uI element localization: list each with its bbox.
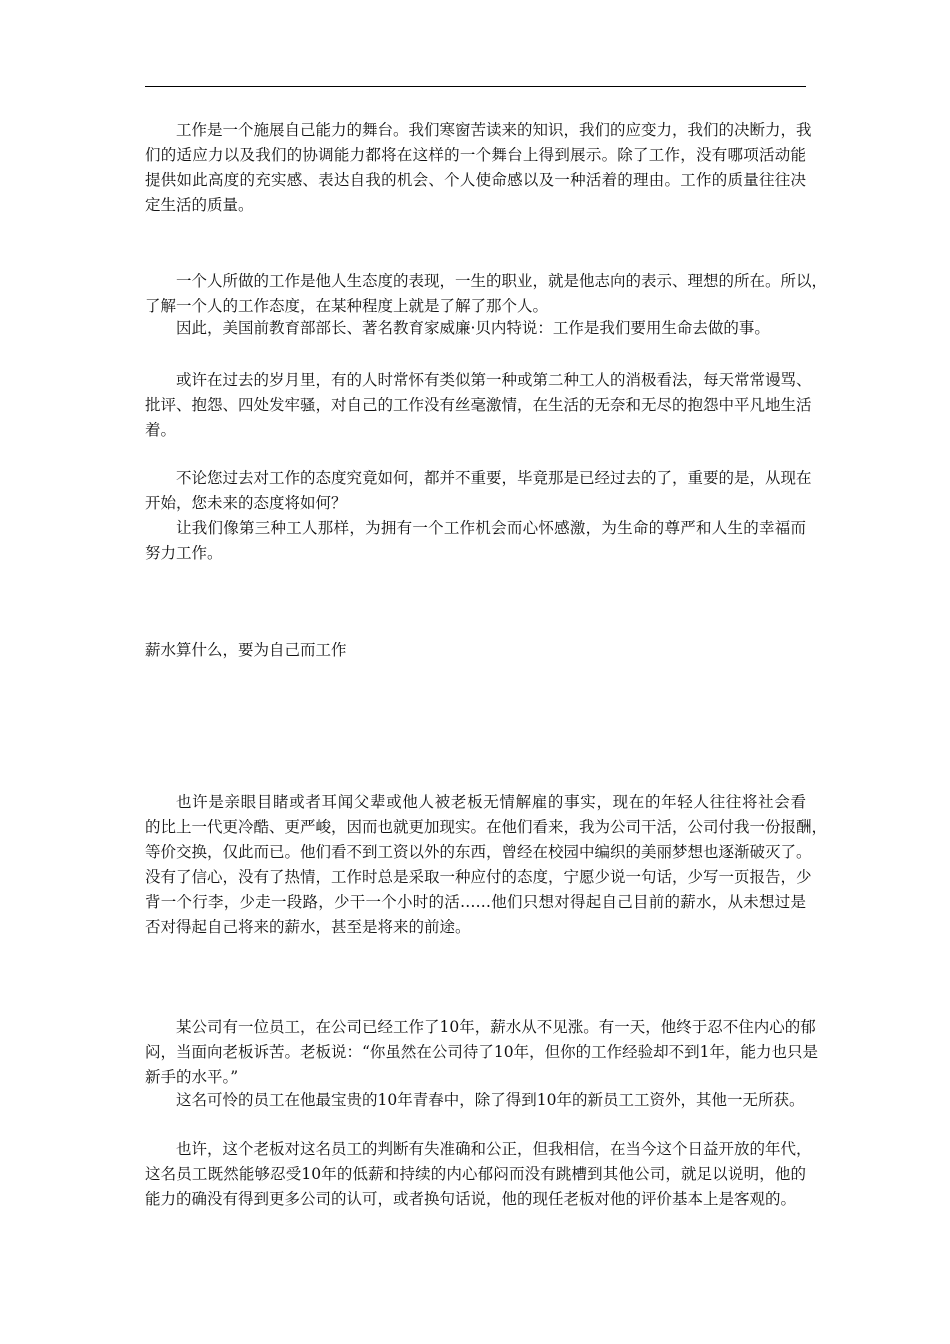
paragraph xyxy=(145,790,828,940)
paragraph xyxy=(145,466,812,516)
paragraph-line: 们的适应力以及我们的协调能力都将在这样的一个舞台上得到展示。除了工作，没有哪项活动能 xyxy=(145,146,806,164)
paragraph-line: 着。 xyxy=(145,421,177,439)
paragraph xyxy=(145,1088,806,1113)
paragraph-line: 开始，您未来的态度将如何？ xyxy=(145,494,347,512)
paragraph-line: 或许在过去的岁月里，有的人时常怀有类似第一种或第二种工人的消极看法，每天常常谩骂、 xyxy=(176,371,812,389)
paragraph-line: 提供如此高度的充实感、表达自我的机会、个人使命感以及一种活着的理由。工作的质量往往决 xyxy=(145,171,806,189)
paragraph-line: 努力工作。 xyxy=(145,544,223,562)
paragraph-line: 这名员工既然能够忍受10年的低薪和持续的内心郁闷而没有跳槽到其他公司，就足以说明，他的 xyxy=(145,1165,806,1183)
paragraph-line: 新手的水平。” xyxy=(145,1068,239,1086)
paragraph xyxy=(145,118,812,218)
paragraph-line: 定生活的质量。 xyxy=(145,196,254,214)
paragraph xyxy=(145,316,806,341)
paragraph-line: 闷，当面向老板诉苦。老板说：“你虽然在公司待了10年，但你的工作经验却不到1年，能力也只是 xyxy=(145,1043,819,1061)
paragraph-line: 这名可怜的员工在他最宝贵的10年青春中，除了得到10年的新员工工资外，其他一无所获。 xyxy=(176,1091,805,1109)
section-heading: 薪水算什么，要为自己而工作 xyxy=(145,641,347,659)
paragraph-line: 某公司有一位员工，在公司已经工作了10年，薪水从不见涨。有一天，他终于忍不住内心的郁 xyxy=(176,1018,816,1036)
paragraph-line: 让我们像第三种工人那样，为拥有一个工作机会而心怀感激，为生命的尊严和人生的幸福而 xyxy=(176,519,806,537)
paragraph-line: 因此，美国前教育部部长、著名教育家威廉·贝内特说：工作是我们要用生命去做的事。 xyxy=(176,319,770,337)
paragraph xyxy=(145,516,806,566)
paragraph-line: 的比上一代更冷酷、更严峻，因而也就更加现实。在他们看来，我为公司干活，公司付我一份报酬， xyxy=(145,818,828,836)
paragraph-line: 等价交换，仅此而已。他们看不到工资以外的东西，曾经在校园中编织的美丽梦想也逐渐破灭了。 xyxy=(145,843,812,861)
paragraph-line: 否对得起自己将来的薪水，甚至是将来的前途。 xyxy=(145,918,471,936)
paragraph xyxy=(145,269,828,319)
paragraph-line: 一个人所做的工作是他人生态度的表现，一生的职业，就是他志向的表示、理想的所在。所以， xyxy=(176,272,828,290)
paragraph-line: 不论您过去对工作的态度究竟如何，都并不重要，毕竟那是已经过去的了，重要的是，从现在 xyxy=(176,469,812,487)
paragraph xyxy=(145,1015,819,1090)
paragraph-line: 能力的确没有得到更多公司的认可，或者换句话说，他的现任老板对他的评价基本上是客观的。 xyxy=(145,1190,797,1208)
paragraph-line: 批评、抱怨、四处发牢骚，对自己的工作没有丝毫激情，在生活的无奈和无尽的抱怨中平凡地生活 xyxy=(145,396,812,414)
paragraph-line: 没有了信心，没有了热情，工作时总是采取一种应付的态度，宁愿少说一句话，少写一页报告，少 xyxy=(145,868,812,886)
paragraph-line: 背一个行李，少走一段路，少干一个小时的活……他们只想对得起自己目前的薪水，从未想过是 xyxy=(145,893,806,911)
paragraph xyxy=(145,1137,812,1212)
paragraph xyxy=(145,368,812,443)
paragraph-line: 也许是亲眼目睹或者耳闻父辈或他人被老板无情解雇的事实，现在的年轻人往往将社会看 xyxy=(176,793,806,811)
paragraph-line: 工作是一个施展自己能力的舞台。我们寒窗苦读来的知识，我们的应变力，我们的决断力，我 xyxy=(176,121,812,139)
paragraph-line: 了解一个人的工作态度，在某种程度上就是了解了那个人。 xyxy=(145,297,549,315)
paragraph-line: 也许，这个老板对这名员工的判断有失准确和公正，但我相信，在当今这个日益开放的年代， xyxy=(176,1140,812,1158)
header-rule xyxy=(145,86,806,87)
